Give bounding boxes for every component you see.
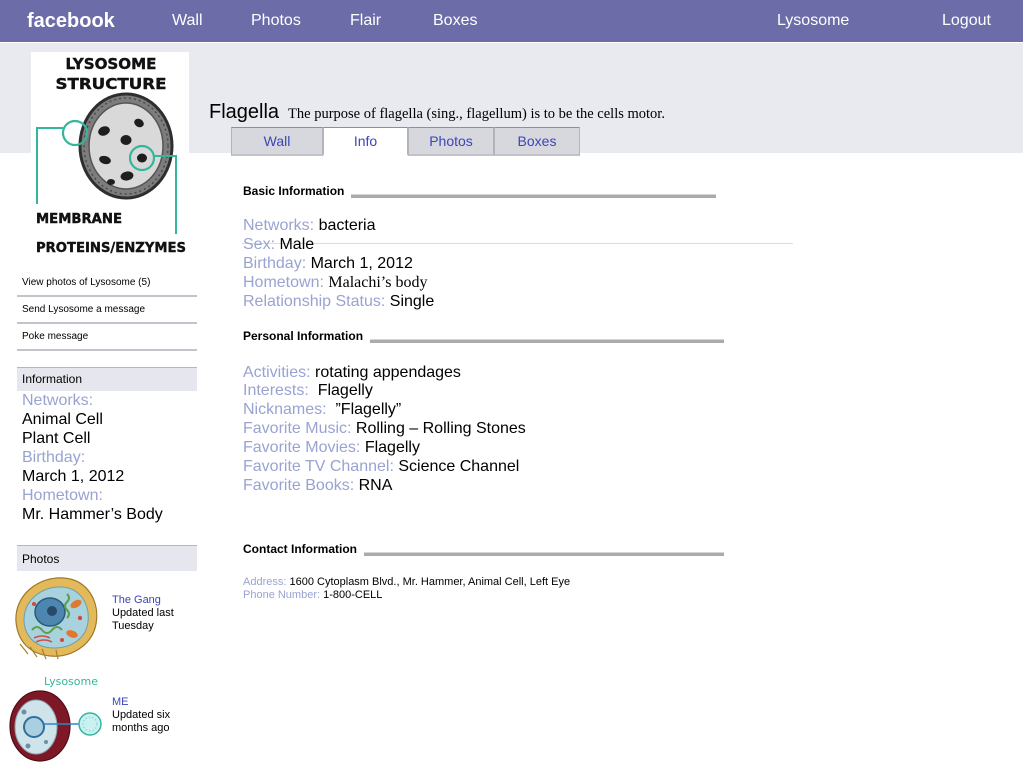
field-favorite-music xyxy=(243,420,526,439)
cell-cutaway-image xyxy=(10,572,102,660)
field-nicknames xyxy=(243,401,526,420)
field-label: Address: xyxy=(243,575,287,588)
basic-information-heading xyxy=(243,184,716,198)
sidebar-actions xyxy=(17,270,197,351)
field-favorite-tv-channel xyxy=(243,458,526,477)
field-value: Flagelly xyxy=(317,382,373,400)
sidebar-network-item: Plant Cell xyxy=(22,429,91,447)
field-birthday xyxy=(243,254,434,273)
lysosome-cell-image xyxy=(8,672,102,762)
profile-name: Flagella xyxy=(209,101,280,123)
tab-wall[interactable]: Wall xyxy=(231,127,323,156)
sidebar-hometown-value: Mr. Hammer’s Body xyxy=(22,505,163,523)
ribosome-dot xyxy=(60,638,64,642)
profile-picture[interactable] xyxy=(31,52,189,258)
field-value: Science Channel xyxy=(398,457,520,475)
nucleolus xyxy=(47,606,57,616)
poke-link[interactable]: Poke message xyxy=(17,324,197,351)
logout-link[interactable]: Logout xyxy=(942,12,991,29)
nucleus xyxy=(24,717,44,737)
basic-information-fields xyxy=(243,216,434,311)
tab-boxes[interactable]: Boxes xyxy=(494,127,580,156)
field-label: Relationship Status: xyxy=(243,293,386,310)
diagram-label-membrane: MEMBRANE xyxy=(36,212,122,227)
field-value: Malachi’s body xyxy=(328,274,428,291)
ribosome-dot xyxy=(32,602,36,606)
enzyme-blob xyxy=(137,154,147,163)
album-updated-text: Updated six months ago xyxy=(112,708,171,734)
lysosome-structure-diagram xyxy=(31,52,189,258)
field-label: Hometown: xyxy=(243,274,324,291)
image-caption-lysosome: Lysosome xyxy=(43,675,99,688)
field-label: Favorite Books: xyxy=(243,476,355,494)
field-value: March 1, 2012 xyxy=(310,255,413,272)
profile-tabs xyxy=(231,127,580,156)
view-photos-link[interactable]: View photos of Lysosome (5) xyxy=(17,270,197,297)
field-value: 1600 Cytoplasm Blvd., Mr. Hammer, Animal Cell, Left Eye xyxy=(289,575,571,588)
nav-link-flair[interactable]: Flair xyxy=(350,12,382,29)
sidebar-birthday-label: Birthday: xyxy=(22,448,86,466)
field-label: Networks: xyxy=(243,217,315,234)
nav-link-wall[interactable]: Wall xyxy=(172,12,203,29)
sidebar-birthday-value: March 1, 2012 xyxy=(22,467,125,485)
field-label: Nicknames: xyxy=(243,401,327,419)
field-value: bacteria xyxy=(318,217,376,234)
section-heading-text: Personal Information xyxy=(243,329,364,343)
section-heading-rule xyxy=(364,552,724,556)
facebook-logo[interactable]: facebook xyxy=(27,10,115,32)
field-label: Phone Number: xyxy=(243,588,321,601)
field-value: Single xyxy=(389,293,435,310)
album-info-me xyxy=(112,696,187,735)
enzyme-blob xyxy=(107,179,115,185)
album-thumbnail-the-gang[interactable] xyxy=(10,572,102,660)
tab-info[interactable]: Info xyxy=(323,127,408,156)
organelle-dot xyxy=(26,744,31,749)
diagram-title-line1: LYSOSOME xyxy=(65,55,157,73)
field-value: Male xyxy=(279,236,315,253)
send-message-link[interactable]: Send Lysosome a message xyxy=(17,297,197,324)
organelle-dot xyxy=(44,740,48,744)
nav-link-boxes[interactable]: Boxes xyxy=(433,12,478,29)
field-label: Birthday: xyxy=(243,255,307,272)
field-relationship-status xyxy=(243,292,434,311)
contact-information-fields xyxy=(243,576,570,602)
ribosome-dot xyxy=(78,616,82,620)
organelle-dot xyxy=(22,710,27,715)
field-networks xyxy=(243,216,434,235)
section-heading-text: Contact Information xyxy=(243,542,357,556)
album-title-link[interactable]: ME xyxy=(112,695,129,708)
field-label: Sex: xyxy=(243,236,276,253)
field-favorite-books xyxy=(243,477,526,496)
section-heading-text: Basic Information xyxy=(243,184,345,198)
contact-information-heading xyxy=(243,542,724,556)
sidebar-information-header: Information xyxy=(17,367,197,391)
sidebar-networks-label: Networks: xyxy=(22,391,94,409)
field-value: Rolling – Rolling Stones xyxy=(355,420,526,438)
field-interests xyxy=(243,382,526,401)
field-value: Flagelly xyxy=(364,438,420,456)
enzyme-blob xyxy=(121,135,132,145)
field-label: Favorite Movies: xyxy=(243,438,361,456)
field-hometown xyxy=(243,273,434,292)
field-activities xyxy=(243,364,526,383)
field-label: Activities: xyxy=(243,363,311,381)
album-updated-text: Updated last Tuesday xyxy=(112,606,174,632)
field-favorite-movies xyxy=(243,439,526,458)
field-value: 1-800-CELL xyxy=(323,588,383,601)
album-info-the-gang xyxy=(112,594,187,633)
sidebar-hometown-label: Hometown: xyxy=(22,486,103,504)
field-label: Interests: xyxy=(243,382,309,400)
album-thumbnail-me[interactable] xyxy=(8,672,102,762)
field-phone-number xyxy=(243,589,570,602)
field-label: Favorite TV Channel: xyxy=(243,457,394,475)
album-title-link[interactable]: The Gang xyxy=(112,593,161,606)
lysosome-vesicle xyxy=(79,713,101,735)
diagram-label-proteins: PROTEINS/ENZYMES xyxy=(36,241,186,256)
sidebar-network-item: Animal Cell xyxy=(22,410,103,428)
sidebar-photos-header: Photos xyxy=(17,545,197,571)
top-nav-bar xyxy=(0,0,1023,42)
nav-link-profile[interactable]: Lysosome xyxy=(777,12,850,29)
diagram-title-line2: STRUCTURE xyxy=(55,75,167,93)
profile-title xyxy=(209,100,665,124)
field-sex xyxy=(243,235,434,254)
personal-information-heading xyxy=(243,329,724,343)
field-value: rotating appendages xyxy=(315,363,461,381)
personal-information-fields xyxy=(243,364,526,496)
field-address xyxy=(243,576,570,589)
field-label: Favorite Music: xyxy=(243,420,352,438)
section-heading-rule xyxy=(351,194,716,198)
sidebar-information-list xyxy=(22,391,163,524)
nav-link-photos[interactable]: Photos xyxy=(251,12,301,29)
field-value: ”Flagelly” xyxy=(335,401,402,419)
profile-status: The purpose of flagella (sing., flagellum) is to be the cells motor. xyxy=(288,106,665,122)
section-heading-rule xyxy=(370,339,724,343)
tab-photos[interactable]: Photos xyxy=(408,127,494,156)
field-value: RNA xyxy=(358,476,393,494)
